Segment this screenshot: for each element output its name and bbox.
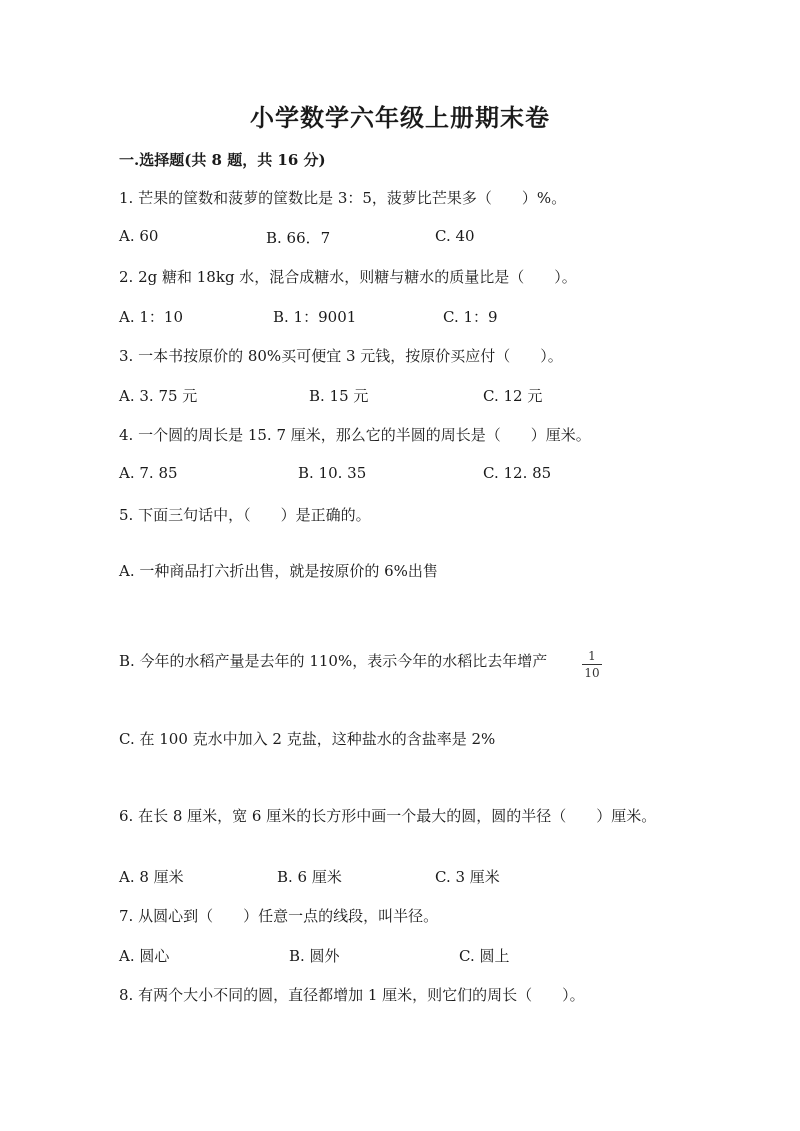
option-c[interactable]: C. 圆上 [459, 947, 510, 965]
option-c[interactable]: C. 12 元 [483, 387, 543, 405]
question-5: 5. 下面三句话中，（ ）是正确的。 [119, 506, 371, 524]
option-b[interactable]: B. 圆外 [289, 947, 340, 965]
option-b[interactable]: B. 15 元 [309, 387, 369, 405]
fraction-denominator: 10 [584, 666, 600, 680]
option-a[interactable]: A. 一种商品打六折出售，就是按原价的 6%出售 [119, 562, 438, 580]
question-1: 1. 芒果的筐数和菠萝的筐数比是 3：5，菠萝比芒果多（ ）%。 [119, 189, 567, 207]
option-c[interactable]: C. 1：9 [443, 308, 498, 326]
option-a[interactable]: A. 60 [119, 227, 159, 245]
option-a[interactable]: A. 圆心 [119, 947, 170, 965]
fraction-one-tenth [582, 649, 602, 680]
question-2-options [119, 306, 679, 328]
option-b[interactable]: B. 66．7 [266, 229, 331, 247]
question-3-options [119, 385, 679, 407]
question-6-options [119, 866, 679, 888]
section-heading: 一.选择题(共 8 题，共 16 分) [119, 151, 326, 169]
option-b[interactable]: B. 6 厘米 [277, 868, 342, 886]
question-7-options [119, 945, 679, 967]
option-b[interactable]: B. 10. 35 [298, 464, 367, 482]
question-1-options [119, 227, 679, 249]
question-6: 6. 在长 8 厘米，宽 6 厘米的长方形中画一个最大的圆，圆的半径（ ）厘米。 [119, 807, 657, 825]
option-c[interactable]: C. 40 [435, 227, 475, 245]
option-c[interactable]: C. 3 厘米 [435, 868, 500, 886]
option-a[interactable]: A. 7. 85 [119, 464, 178, 482]
option-c[interactable]: C. 在 100 克水中加入 2 克盐，这种盐水的含盐率是 2% [119, 730, 496, 748]
option-a[interactable]: A. 3. 75 元 [119, 387, 198, 405]
question-3: 3. 一本书按原价的 80%买可便宜 3 元钱，按原价买应付（ ）。 [119, 347, 563, 365]
page-title: 小学数学六年级上册期末卷 [250, 103, 550, 132]
question-4-options [119, 464, 679, 486]
option-a[interactable]: A. 8 厘米 [119, 868, 184, 886]
option-c[interactable]: C. 12. 85 [483, 464, 552, 482]
question-7: 7. 从圆心到（ ）任意一点的线段，叫半径。 [119, 907, 439, 925]
question-2: 2. 2g 糖和 18kg 水，混合成糖水，则糖与糖水的质量比是（ ）。 [119, 268, 577, 286]
option-b[interactable]: B. 今年的水稻产量是去年的 110%，表示今年的水稻比去年增产 [119, 652, 548, 670]
fraction-numerator: 1 [588, 649, 596, 663]
option-b[interactable]: B. 1：9001 [273, 308, 357, 326]
fraction-bar [582, 664, 602, 665]
question-8: 8. 有两个大小不同的圆，直径都增加 1 厘米，则它们的周长（ ）。 [119, 986, 585, 1004]
question-4: 4. 一个圆的周长是 15. 7 厘米，那么它的半圆的周长是（ ）厘米。 [119, 426, 591, 444]
option-a[interactable]: A. 1：10 [119, 308, 183, 326]
